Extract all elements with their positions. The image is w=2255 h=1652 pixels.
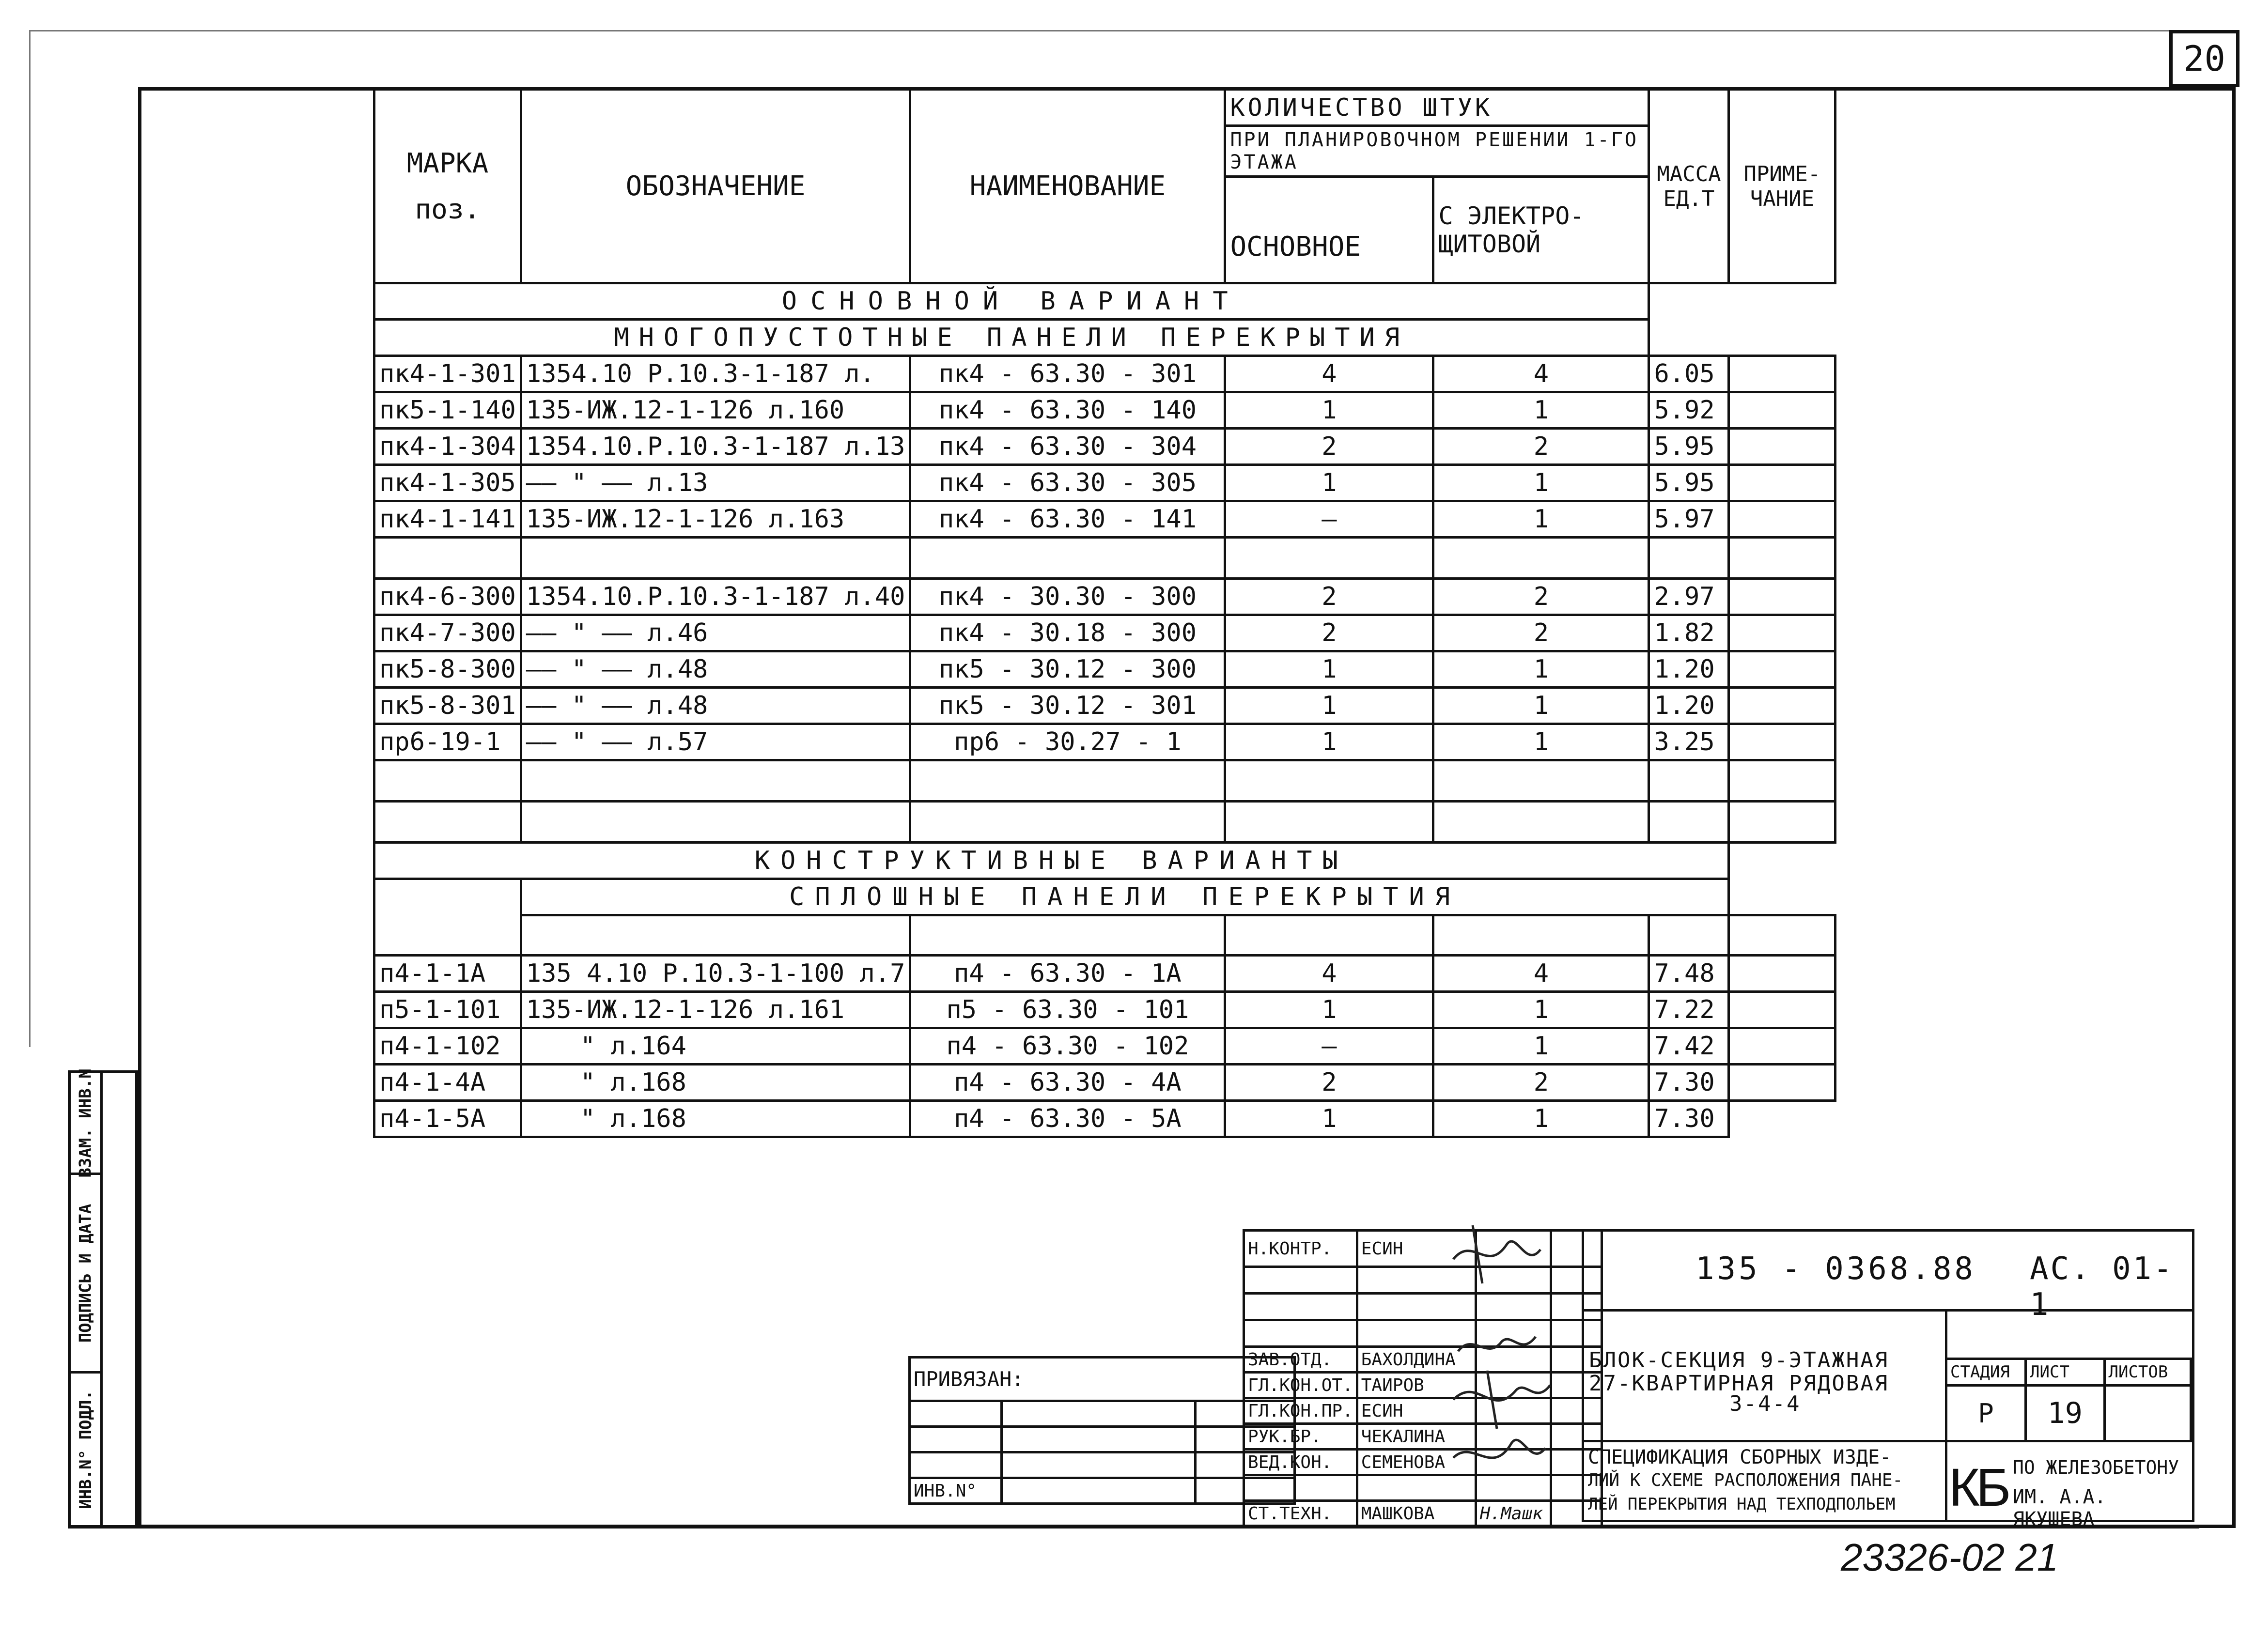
role-row: РУК.БР. ЧЕКАЛИНА [1244,1424,1602,1450]
table-row: пк5-8-301 —— " —— л.48 пк5 - 30.12 - 301 1 1 1.20 [374,688,1835,724]
table-row-empty [374,915,1835,956]
sheet-number: 20 [2169,30,2239,87]
side-inv-orig: ИНВ.N° ПОДЛ. [71,1374,103,1525]
table-row: п5-1-101 135-ИЖ.12-1-126 л.161 п5 - 63.30 - 101 1 1 7.22 [374,991,1835,1028]
table-row: пк4-1-301 1354.10 Р.10.3-1-187 л. пк4 - 63.30 - 301 4 4 6.05 [374,356,1835,392]
role-row: ГЛ.КОН.ПР. ЕСИН [1244,1398,1602,1424]
table-row: пк4-1-305 —— " —— л.13 пк4 - 63.30 - 305 1 1 5.95 [374,465,1835,501]
trim-line-left [29,30,31,1047]
header-quantity: КОЛИЧЕСТВО ШТУК [1225,90,1649,126]
table-row-empty [374,538,1835,579]
stage-value: Р [1946,1386,2026,1441]
header-mass: МАССА ЕД.Т [1649,90,1729,283]
table-row-empty [374,760,1835,802]
header-quantity-sub: ПРИ ПЛАНИРОВОЧНОМ РЕШЕНИИ 1-ГО ЭТАЖА [1225,126,1649,177]
section-constr: КОНСТРУКТИВНЫЕ ВАРИАНТЫ [374,843,1729,879]
inv-no-label: ИНВ.N° [910,1478,1002,1504]
title-main [1582,1229,2194,1530]
specification-table [373,88,1836,1138]
subsection-solid: СПЛОШНЫЕ ПАНЕЛИ ПЕРЕКРЫТИЯ [521,879,1729,915]
header-name: НАИМЕНОВАНИЕ [910,90,1225,283]
table-row: пк4-6-300 1354.10.Р.10.3-1-187 л.40 пк4 - 30.30 - 300 2 2 2.97 [374,579,1835,615]
header-designation: ОБОЗНАЧЕНИЕ [521,90,910,283]
header-basic: ОСНОВНОЕ [1225,177,1433,283]
header-electro: С ЭЛЕКТРО-ЩИТОВОЙ [1433,177,1649,283]
header-mark: МАРКА поз. [374,90,521,283]
side-inv-repl: ВЗАМ. ИНВ.N [71,1073,103,1175]
sheet-value: 19 [2026,1386,2104,1441]
sheet-title: СПЕЦИФИКАЦИЯ СБОРНЫХ ИЗДЕ- ЛИЙ К СХЕМЕ РАСПОЛОЖЕНИЯ ПАНЕ- ЛЕЙ ПЕРЕКРЫТИЯ НАД ТЕХПОДПОЛЬЕМ [1584,1440,1947,1522]
role-row: Н.КОНТР. ЕСИН [1244,1231,1602,1267]
table-row: пк4-7-300 —— " —— л.46 пк4 - 30.18 - 300 2 2 1.82 [374,615,1835,651]
project-title: БЛОК-СЕКЦИЯ 9-ЭТАЖНАЯ 27-КВАРТИРНАЯ РЯДОВАЯ 3-4-4 [1584,1309,1947,1440]
table-row: п4-1-102 " л.164 п4 - 63.30 - 102 — 1 7.42 [374,1028,1835,1064]
table-row: пк4-1-304 1354.10.Р.10.3-1-187 л.13 пк4 - 63.30 - 304 2 2 5.95 [374,429,1835,465]
binding-label: ПРИВЯЗАН: [910,1358,1295,1401]
table-row: пк4-1-141 135-ИЖ.12-1-126 л.163 пк4 - 63.30 - 141 — 1 5.97 [374,501,1835,538]
table-row: пр6-19-1 —— " —— л.57 пр6 - 30.27 - 1 1 1 3.25 [374,724,1835,760]
sheet-code: АС. 01-1 [2030,1251,2174,1323]
table-row-empty [374,802,1835,843]
table-row: пк5-8-300 —— " —— л.48 пк5 - 30.12 - 300 1 1 1.20 [374,651,1835,688]
drawing-code: 135 - 0368.88 [1695,1251,1976,1287]
section-main: ОСНОВНОЙ ВАРИАНТ [374,283,1649,320]
table-row: п4-1-4А " л.168 п4 - 63.30 - 4А 2 2 7.30 [374,1064,1835,1100]
side-sign-date: ПОДПИСЬ И ДАТА [71,1175,103,1374]
trim-line-top [29,30,2170,31]
table-row: п4-1-5А " л.168 п4 - 63.30 - 5А 1 1 7.30 [374,1100,1835,1137]
stage-table: СТАДИЯ ЛИСТ ЛИСТОВ Р 19 [1945,1358,2192,1442]
role-row: ГЛ.КОН.ОТ. ТАИРОВ [1244,1373,1602,1398]
table-row: п4-1-1А 135 4.10 Р.10.3-1-100 л.7 п4 - 63.30 - 1А 4 4 7.48 [374,955,1835,991]
role-row: ВЕД.КОН. СЕМЕНОВА [1244,1450,1602,1475]
role-row: СТ.ТЕХН. МАШКОВА Н.Машк [1244,1501,1602,1527]
subsection-hollow: МНОГОПУСТОТНЫЕ ПАНЕЛИ ПЕРЕКРЫТИЯ [374,320,1649,356]
archive-code: 23326-02 21 [1841,1536,2059,1579]
side-stamp [68,1070,138,1528]
signatures [1444,1216,1565,1526]
table-row: пк5-1-140 135-ИЖ.12-1-126 л.160 пк4 - 63.30 - 140 1 1 5.92 [374,392,1835,429]
binding-block [908,1356,1296,1505]
role-row: ЗАВ.ОТД. БАХОЛДИНА [1244,1347,1602,1373]
org-logo: КБ [1949,1458,2007,1517]
organization: КБ ПО ЖЕЛЕЗОБЕТОНУ ИМ. А.А. ЯКУШЕВА [1945,1440,2192,1522]
header-note: ПРИМЕ-ЧАНИЕ [1729,90,1835,283]
